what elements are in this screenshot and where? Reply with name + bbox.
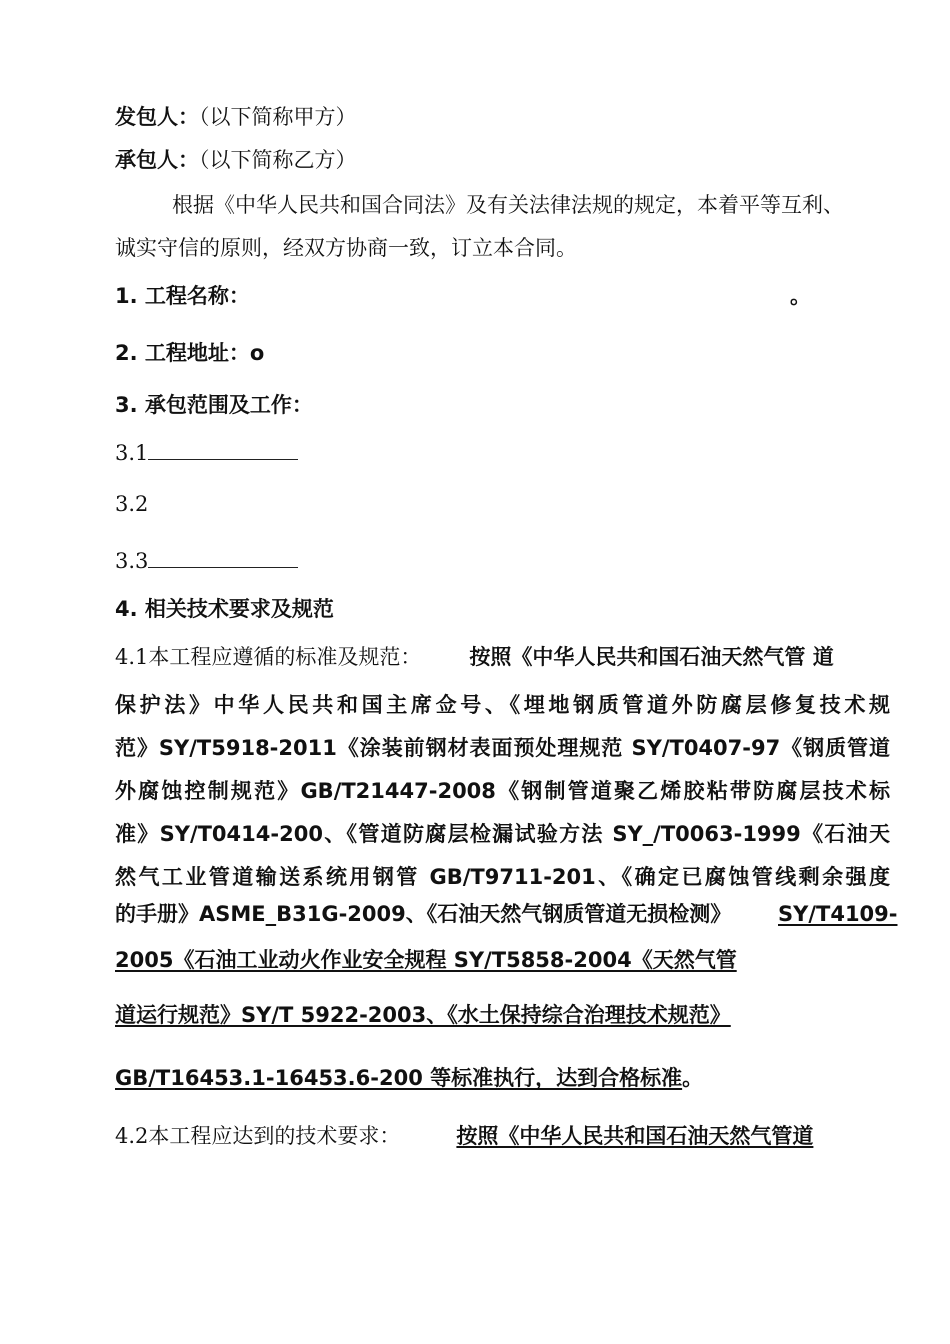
item-4-1-lead: 4.1本工程应遵循的标准及规范： [115, 645, 422, 669]
section-3-scope: 3. 承包范围及工作： [115, 393, 313, 417]
preamble-line-2: 诚实守信的原则，经双方协商一致，订立本合同。 [115, 236, 577, 260]
item-3-3-number: 3.3 [115, 549, 149, 573]
preamble-line-1: 根据《中华人民共和国合同法》及有关法律法规的规定，本着平等互利、 [172, 193, 844, 217]
item-4-1-line-2: 保护法》中华人民共和国主席佥号、《埋地钢质管道外防腐层修复技术规 [115, 693, 890, 717]
item-4-1-line-10-end: 。 [682, 1066, 704, 1090]
item-4-1-line-7-code: SY/T4109- [778, 902, 898, 926]
item-4-1-line-1: 按照《中华人民共和国石油天然气管 道 [469, 645, 834, 669]
item-4-2-line [115, 1121, 813, 1151]
section-2-project-address: 2. 工程地址：o [115, 341, 265, 365]
party-a-note: （以下简称甲方） [199, 105, 357, 129]
item-4-1-line-6: 然气工业管道输送系统用钢管 GB/T9711-201、《确定已腐蚀管线剩余强度 [115, 865, 890, 889]
item-4-1-line-8: 2005《石油工业动火作业安全规程 SY/T5858-2004《天然气管 [115, 948, 737, 972]
party-a-label: 发包人： [115, 105, 199, 129]
item-4-1-line-10-text: GB/T16453.1-16453.6-200 等标准执行，达到合格标准 [115, 1066, 683, 1090]
section-1-label: 1. 工程名称： [115, 284, 250, 308]
item-4-1-line-4: 外腐蚀控制规范》GB/T21447-2008《钢制管道聚乙烯胶粘带防腐层技术标 [115, 779, 890, 803]
item-4-1-line-9: 道运行规范》SY/T 5922-2003、《水土保持综合治理技术规范》 [115, 1003, 731, 1027]
item-3-1 [115, 438, 298, 468]
section-4-standards: 4. 相关技术要求及规范 [115, 597, 334, 621]
party-b-note: （以下简称乙方） [199, 148, 357, 172]
item-3-3 [115, 546, 298, 576]
party-a-line [115, 102, 357, 132]
section-1-project-name [115, 281, 250, 311]
item-4-2-lead: 4.2本工程应达到的技术要求： [115, 1124, 401, 1148]
item-4-1-line-7-text: 的手册》ASME_B31G-2009、《石油天然气钢质管道无损检测》 [115, 902, 732, 926]
item-4-2-text: 按照《中华人民共和国石油天然气管道 [456, 1124, 814, 1148]
item-4-1-first-line [115, 642, 834, 672]
item-4-1-line-7 [115, 899, 731, 929]
item-4-1-line-3: 范》SY/T5918-2011《涂装前钢材表面预处理规范 SY/T0407-97《钢质管道 [115, 736, 890, 760]
item-4-1-line-10 [115, 1063, 703, 1093]
item-4-1-line-5: 准》SY/T0414-200、《管道防腐层检漏试验方法 SY_/T0063-1999《石油天 [115, 822, 890, 846]
section-1-end-mark: 。 [790, 284, 811, 308]
item-3-1-blank [148, 441, 298, 460]
party-b-line [115, 145, 357, 175]
item-3-1-number: 3.1 [115, 441, 149, 465]
party-b-label: 承包人： [115, 148, 199, 172]
item-3-2: 3.2 [115, 492, 149, 516]
item-3-3-blank [148, 549, 298, 568]
